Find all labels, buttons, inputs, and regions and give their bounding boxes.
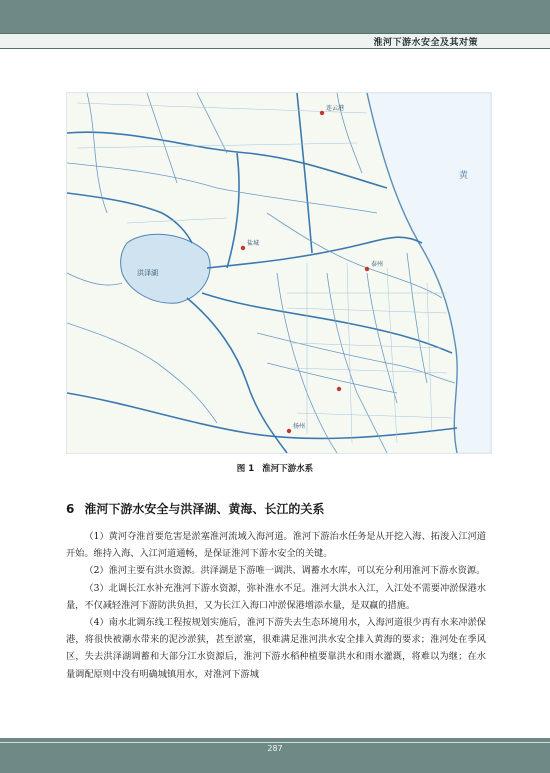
city-label-top: 连云港 <box>326 105 345 112</box>
running-header <box>0 33 550 49</box>
city-label-bottom: 扬州 <box>293 423 306 430</box>
section-heading <box>66 500 324 517</box>
page-number: 287 <box>267 744 283 753</box>
river-system-map <box>66 92 492 454</box>
body-text <box>66 528 486 683</box>
folio-rule <box>0 742 550 743</box>
section-number: 6 <box>66 502 75 516</box>
running-title: 淮河下游水安全及其对策 <box>373 38 478 48</box>
top-color-band <box>0 0 550 34</box>
figure-caption <box>0 462 550 474</box>
caption-text: 淮河下游水系 <box>262 464 314 474</box>
paragraph: （3）北调长江水补充淮河下游水资源，弥补淮水不足。淮河大洪水入江，入江处不需要冲淤保港水量，不仅减轻淮河下游防洪负担，又为长江入海口冲淤保港增添水量，是双赢的措施。 <box>66 582 486 611</box>
map-graphic <box>67 93 491 453</box>
city-label-mid: 盐城 <box>247 240 260 247</box>
paragraph: （4）南水北调东线工程按规划实施后，淮河下游失去生态环境用水，入海河道很少再有水来冲淤保港，将很快被潮水带来的泥沙淤狭，甚至淤塞，很难满足淮河洪水安全排入黄海的要求；淮河处在季风区，失去洪泽湖调蓄和大部分江水资源后，淮河下游水稻种植要靠洪水和雨水灌溉，将难以为继；在水量调配原则中没有明确城镇用水，对淮河下游城 <box>66 617 486 680</box>
paragraph: （1）黄河夺淮首要危害是淤塞淮河流域入海河道。淮河下游治水任务是从开挖入海、拓浚入江河道开始。维持入海、入江河道通畅，是保证淮河下游水安全的关键。 <box>66 531 486 560</box>
lake-label: 洪泽湖 <box>137 269 158 277</box>
section-title-text: 淮河下游水安全与洪泽湖、黄海、长江的关系 <box>84 502 325 516</box>
caption-number: 图 1 <box>236 464 255 474</box>
sea-label: 黄 <box>459 171 469 181</box>
paragraph: （2）淮河主要有洪水资源。洪泽湖是下游唯一调洪、调蓄水水库，可以充分利用淮河下游水资源。 <box>84 565 486 577</box>
city-label-east: 泰州 <box>371 261 384 268</box>
